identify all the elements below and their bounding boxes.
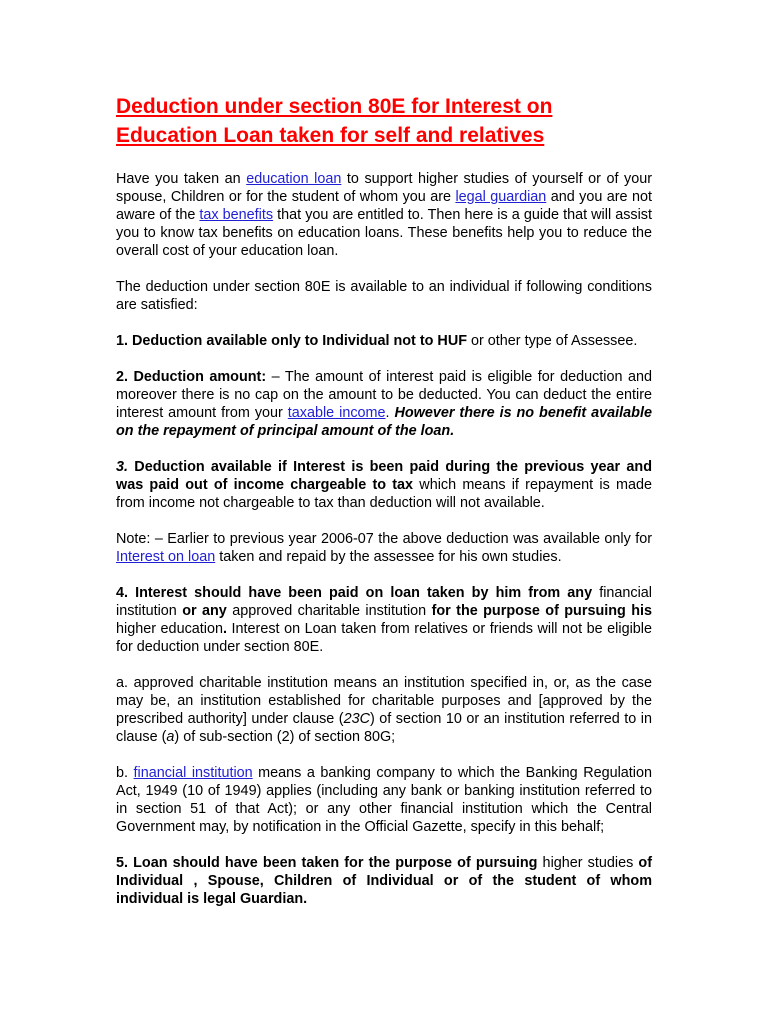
condition-3-paragraph: [116, 458, 652, 512]
text: Note: – Earlier to previous year 2006-07 the above deduction was available only for: [116, 531, 652, 547]
definition-b-paragraph: [116, 764, 652, 836]
text: to support higher studies of yourself or of your spouse, Children or for the student of whom you are: [116, 171, 653, 205]
text: b.: [116, 765, 134, 781]
interest-on-loan-link[interactable]: Interest on loan: [116, 549, 216, 565]
bold-text: 2. Deduction amount:: [116, 369, 267, 385]
text: Have you taken an: [116, 171, 247, 187]
condition-5-paragraph: [116, 854, 652, 908]
condition-2-paragraph: [116, 368, 652, 440]
legal-guardian-link[interactable]: legal guardian: [455, 189, 547, 205]
text: ) of sub-section (2) of section 80G;: [174, 729, 396, 745]
text: higher studies: [537, 855, 639, 871]
page-title: Deduction under section 80E for Interest on Education Loan taken for self and relatives: [116, 95, 553, 147]
bold-italic-text: 3.: [116, 459, 129, 475]
condition-4-paragraph: [116, 584, 652, 656]
text: ) of section 10 or an institution referred to in clause (: [116, 711, 652, 745]
bold-text: or any: [182, 603, 227, 619]
bold-text: for the purpose of pursuing his: [431, 603, 653, 619]
text: higher education: [116, 621, 223, 637]
note-paragraph: [116, 530, 652, 566]
bold-text: 5. Loan should have been taken for the purpose of pursuing: [116, 855, 538, 871]
condition-1-paragraph: [116, 332, 652, 350]
text: that you are entitled to. Then here is a guide that will assist you to know tax benefits on education loans. These benefits help you to reduce the overall cost of your education loan.: [116, 207, 652, 259]
education-loan-link[interactable]: education loan: [246, 171, 342, 187]
conditions-intro-paragraph: The deduction under section 80E is available to an individual if following conditions are satisfied:: [116, 279, 652, 313]
italic-text: 23C: [343, 711, 370, 727]
definition-a-paragraph: [116, 674, 652, 746]
bold-text: 1. Deduction available only to Individual not to HUF: [116, 333, 467, 349]
bold-text: of Individual , Spouse, Children of Individual or of the student of whom individual is legal Guardian.: [116, 855, 652, 907]
text: taken and repaid by the assessee for his own studies.: [215, 549, 562, 565]
document-body: [116, 170, 652, 908]
bold-text: .: [222, 621, 227, 637]
taxable-income-link[interactable]: taxable income: [287, 405, 386, 421]
bold-text: 4. Interest should have been paid on loan taken by him from any: [116, 585, 593, 601]
bold-italic-text: However there is no benefit available on the repayment of principal amount of the loan.: [116, 405, 652, 439]
text: means a banking company to which the Banking Regulation Act, 1949 (10 of 1949) applies (including any bank or banking institution referred to in section 51 of that Act); or any other financial institution which the Central Government may, by notification in the Official Gazette, specify in this behalf;: [116, 765, 653, 835]
intro-paragraph: [116, 170, 652, 260]
italic-text: a: [166, 729, 175, 745]
text: or other type of Assessee.: [467, 333, 638, 349]
text: – The amount of interest paid is eligible for deduction and moreover there is no cap on the amount to be deducted. You can deduct the entire interest amount from your: [116, 369, 652, 421]
tax-benefits-link[interactable]: tax benefits: [199, 207, 274, 223]
text: a. approved charitable institution means an institution specified in, or, as the case may be, an institution established for charitable purposes and [approved by the prescribed authority] under clause (: [116, 675, 652, 727]
text: which means if repayment is made from income not chargeable to tax than deduction will not available.: [116, 477, 652, 511]
bold-text: Deduction available if Interest is been paid during the previous year and was paid out of income chargeable to tax: [116, 459, 652, 493]
text: and you are not aware of the: [116, 189, 652, 223]
financial-institution-link[interactable]: financial institution: [133, 765, 253, 781]
text: .: [385, 405, 395, 421]
text: financial institution: [116, 585, 652, 619]
text: approved charitable institution: [226, 603, 432, 619]
text: Interest on Loan taken from relatives or friends will not be eligible for deduction under section 80E.: [116, 621, 652, 655]
